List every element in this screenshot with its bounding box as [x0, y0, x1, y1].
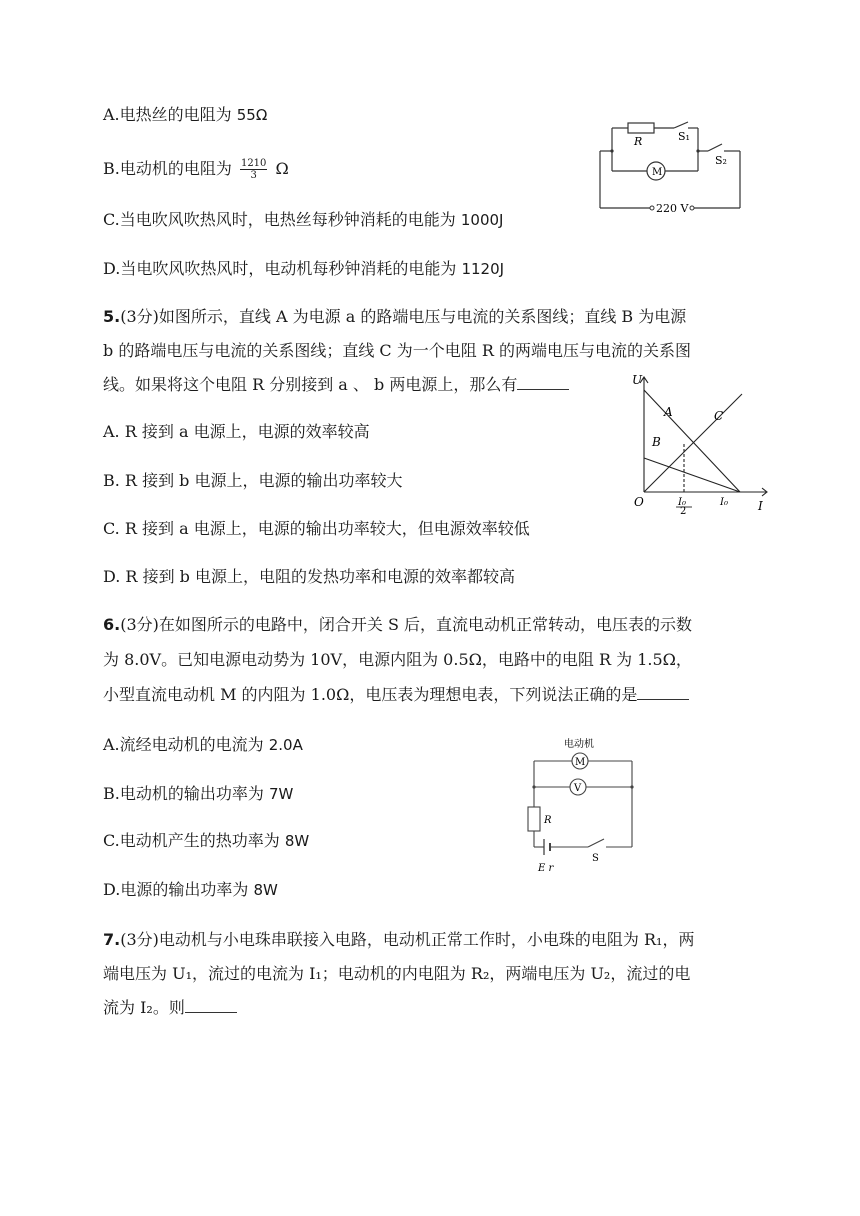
- switch-s2-label: S₂: [715, 154, 727, 167]
- q5-answer-blank[interactable]: [517, 375, 569, 390]
- q4-option-c[interactable]: [103, 209, 503, 231]
- q6-stem-line1: [103, 614, 692, 636]
- line-c-label: C: [714, 409, 724, 423]
- q5-number: 5.: [103, 307, 121, 326]
- q7-stem-line1: [103, 929, 694, 951]
- q6-score: (3分): [120, 615, 159, 634]
- q6-option-d[interactable]: [103, 879, 278, 901]
- q6-number: 6.: [103, 615, 121, 634]
- q5-stem-line1: [103, 306, 686, 328]
- q6-option-c-value: 8W: [284, 832, 310, 850]
- q6-option-d-text: D.电源的输出功率为: [103, 880, 249, 899]
- tick-full-label: I₀: [720, 497, 728, 508]
- q4-circuit-diagram: [590, 118, 750, 218]
- q6-text-1: 在如图所示的电路中，闭合开关 S 后，直流电动机正常转动，电压表的示数: [158, 615, 693, 634]
- q5-option-c[interactable]: C. R 接到 a 电源上，电源的输出功率较大，但电源效率较低: [103, 519, 530, 538]
- q6-stem-line2: 为 8.0V。已知电源电动势为 10V，电源内阻为 0.5Ω，电路中的电阻 R 为 1.5Ω，: [103, 650, 692, 669]
- motor-title-label: 电动机: [564, 739, 594, 750]
- q5-stem-line3: [103, 374, 569, 396]
- q6-option-b[interactable]: [103, 783, 293, 805]
- q5-ui-graph: [628, 372, 774, 514]
- line-b: [644, 458, 740, 492]
- q5-text-3: 线。如果将这个电阻 R 分别接到 a 、 b 两电源上，那么有: [103, 375, 518, 394]
- q7-text-1: 电动机与小电珠串联接入电路，电动机正常工作时，小电珠的电阻为 R₁，两: [158, 930, 695, 949]
- q7-text-3: 流为 I₂。则: [103, 998, 185, 1017]
- q6-option-b-text: B.电动机的输出功率为: [103, 784, 264, 803]
- line-a-label: A: [664, 405, 673, 419]
- q6-option-b-value: 7W: [268, 785, 294, 803]
- q6-option-a[interactable]: [103, 734, 303, 756]
- q6-text-3: 小型直流电动机 M 的内阻为 1.0Ω，电压表为理想电表，下列说法正确的是: [103, 685, 638, 704]
- q5-score: (3分): [120, 307, 159, 326]
- q4-option-c-text: C.当电吹风吹热风时，电热丝每秒钟消耗的电能为: [103, 210, 456, 229]
- q7-number: 7.: [103, 930, 121, 949]
- q7-stem-line3: [103, 997, 237, 1019]
- q6-option-c-text: C.电动机产生的热功率为: [103, 831, 280, 850]
- source-voltage-label: 220 V: [656, 202, 689, 215]
- source-er-label: E r: [538, 863, 554, 874]
- switch-label: S: [592, 853, 599, 864]
- voltmeter-label: V: [574, 783, 582, 794]
- resistor-label: R: [544, 815, 552, 826]
- q5-text-1: 如图所示，直线 A 为电源 a 的路端电压与电流的关系图线；直线 B 为电源: [158, 307, 687, 326]
- q4-option-b-text: B.电动机的电阻为: [103, 159, 232, 178]
- q7-answer-blank[interactable]: [185, 998, 237, 1013]
- q4-option-d[interactable]: [103, 258, 504, 280]
- tick-half-numerator: I₀: [678, 497, 686, 508]
- q6-option-a-text: A.流经电动机的电流为: [103, 735, 264, 754]
- q6-stem-line3: [103, 684, 689, 706]
- fraction-denominator: 3: [250, 170, 257, 181]
- q6-option-a-value: 2.0A: [268, 736, 303, 754]
- origin-label: O: [634, 495, 644, 509]
- q4-option-c-value: 1000J: [460, 211, 504, 229]
- q4-option-a[interactable]: [103, 104, 267, 126]
- q4-option-d-value: 1120J: [461, 260, 505, 278]
- q5-option-b[interactable]: B. R 接到 b 电源上，电源的输出功率较大: [103, 471, 403, 490]
- q4-option-a-value: 55Ω: [236, 106, 268, 124]
- q4-option-d-text: D.当电吹风吹热风时，电动机每秒钟消耗的电能为: [103, 259, 457, 278]
- tick-half-denominator: 2: [680, 506, 687, 514]
- switch-s1-label: S₁: [678, 130, 690, 143]
- q6-circuit-diagram: [520, 735, 640, 877]
- q7-stem-line2: 端电压为 U₁，流过的电流为 I₁；电动机的内电阻为 R₂，两端电压为 U₂，流过的电: [103, 964, 691, 983]
- resistor-label: R: [634, 135, 643, 148]
- q6-option-d-value: 8W: [253, 881, 278, 899]
- q5-stem-line2: b 的路端电压与电流的关系图线；直线 C 为一个电阻 R 的两端电压与电流的关系图: [103, 341, 691, 360]
- motor-label: M: [575, 757, 586, 768]
- q6-option-c[interactable]: [103, 830, 309, 852]
- q7-score: (3分): [120, 930, 159, 949]
- fraction-numerator: 1210: [240, 158, 267, 169]
- q4-option-a-text: A.电热丝的电阻为: [103, 105, 232, 124]
- i-axis-label: I: [758, 499, 763, 513]
- q4-option-b[interactable]: [103, 158, 289, 181]
- q4-option-b-fraction: [240, 158, 267, 181]
- motor-label: M: [652, 167, 663, 178]
- line-b-label: B: [652, 435, 661, 449]
- q6-answer-blank[interactable]: [637, 685, 689, 700]
- q5-option-d[interactable]: D. R 接到 b 电源上，电阻的发热功率和电源的效率都较高: [103, 567, 515, 586]
- q4-option-b-unit: Ω: [275, 159, 289, 178]
- q5-option-a[interactable]: A. R 接到 a 电源上，电源的效率较高: [103, 422, 370, 441]
- u-axis-label: U: [632, 373, 643, 387]
